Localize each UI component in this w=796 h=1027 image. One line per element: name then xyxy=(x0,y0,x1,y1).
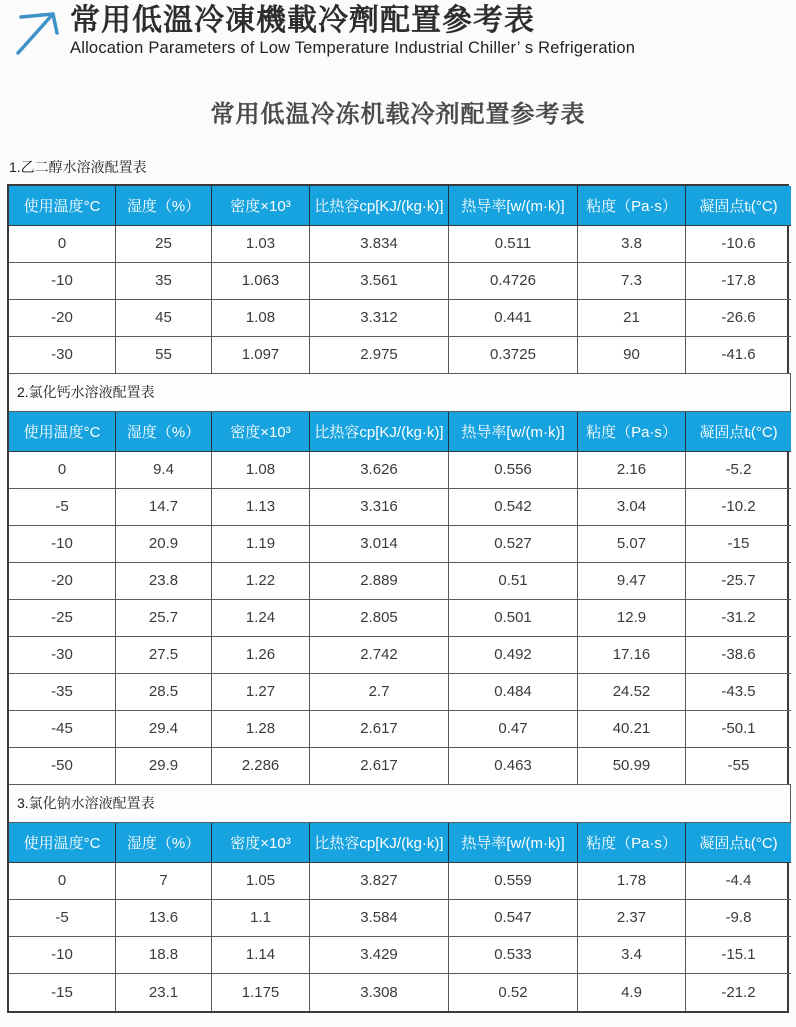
table-cell: 21 xyxy=(578,300,686,337)
table-cell: 2.617 xyxy=(310,748,449,785)
table-cell: -5 xyxy=(9,900,116,937)
table-cell: 3.4 xyxy=(578,937,686,974)
table-cell: 7 xyxy=(116,863,212,900)
table-cell: 3.014 xyxy=(310,526,449,563)
table-cell: 1.78 xyxy=(578,863,686,900)
section-label-ethylene-glycol: 1.乙二醇水溶液配置表 xyxy=(9,158,147,175)
table-cell: 0.441 xyxy=(449,300,578,337)
table-cell: 1.24 xyxy=(212,600,310,637)
column-header: 使用温度°C xyxy=(9,186,116,226)
table-cell: -20 xyxy=(9,300,116,337)
column-header: 粘度（Pa·s） xyxy=(578,186,686,226)
table-cell: 50.99 xyxy=(578,748,686,785)
table-cell: 28.5 xyxy=(116,674,212,711)
table-cell: -25.7 xyxy=(686,563,791,600)
table-cell: 2.889 xyxy=(310,563,449,600)
table-cell: 3.834 xyxy=(310,226,449,263)
table-cell: 2.37 xyxy=(578,900,686,937)
column-header: 凝固点tᵢ(°C) xyxy=(686,823,791,863)
table-cell: 3.429 xyxy=(310,937,449,974)
table-cell: 13.6 xyxy=(116,900,212,937)
table-cell: 1.175 xyxy=(212,974,310,1011)
table-cell: -35 xyxy=(9,674,116,711)
table-cell: 1.19 xyxy=(212,526,310,563)
table-cell: 1.27 xyxy=(212,674,310,711)
table-cell: 0 xyxy=(9,863,116,900)
table-cell: 45 xyxy=(116,300,212,337)
column-header: 粘度（Pa·s） xyxy=(578,823,686,863)
table-cell: 2.286 xyxy=(212,748,310,785)
table-cell: 0.511 xyxy=(449,226,578,263)
column-header: 密度×10³ xyxy=(212,186,310,226)
table-cell: 7.3 xyxy=(578,263,686,300)
table-cell: 1.03 xyxy=(212,226,310,263)
table-cell: -10.6 xyxy=(686,226,791,263)
table-cell: 23.8 xyxy=(116,563,212,600)
table-cell: -50.1 xyxy=(686,711,791,748)
table-cell: -31.2 xyxy=(686,600,791,637)
refrigerant-data-grid xyxy=(7,184,789,1013)
table-cell: -10 xyxy=(9,937,116,974)
table-cell: -10 xyxy=(9,263,116,300)
table-cell: -38.6 xyxy=(686,637,791,674)
table-cell: 3.312 xyxy=(310,300,449,337)
column-header: 热导率[w/(m·k)] xyxy=(449,823,578,863)
page-title: 常用低温冷冻机载冷剂配置参考表 xyxy=(210,100,586,128)
table-cell: 2.7 xyxy=(310,674,449,711)
column-header: 比热容cp[KJ/(kg·k)] xyxy=(310,186,449,226)
column-header: 密度×10³ xyxy=(212,412,310,452)
table-cell: 2.16 xyxy=(578,452,686,489)
table-cell: -41.6 xyxy=(686,337,791,374)
banner-title: 常用低溫冷凍機載冷劑配置參考表 xyxy=(70,4,535,37)
table-cell: 40.21 xyxy=(578,711,686,748)
table-cell: 0.533 xyxy=(449,937,578,974)
table-cell: 0.4726 xyxy=(449,263,578,300)
table-cell: 0.463 xyxy=(449,748,578,785)
table-cell: -4.4 xyxy=(686,863,791,900)
table-cell: 17.16 xyxy=(578,637,686,674)
table-cell: -17.8 xyxy=(686,263,791,300)
table-cell: 24.52 xyxy=(578,674,686,711)
table-cell: -9.8 xyxy=(686,900,791,937)
table-cell: -45 xyxy=(9,711,116,748)
table-cell: 1.05 xyxy=(212,863,310,900)
table-cell: 18.8 xyxy=(116,937,212,974)
table-cell: 0 xyxy=(9,452,116,489)
table-cell: 0 xyxy=(9,226,116,263)
table-cell: -26.6 xyxy=(686,300,791,337)
table-cell: 25 xyxy=(116,226,212,263)
table-cell: 1.097 xyxy=(212,337,310,374)
column-header: 使用温度°C xyxy=(9,823,116,863)
table-cell: 1.1 xyxy=(212,900,310,937)
table-cell: 2.805 xyxy=(310,600,449,637)
table-cell: 3.561 xyxy=(310,263,449,300)
table-cell: -5.2 xyxy=(686,452,791,489)
banner-text xyxy=(70,5,635,58)
table-cell: 0.3725 xyxy=(449,337,578,374)
column-header: 比热容cp[KJ/(kg·k)] xyxy=(310,412,449,452)
table-cell: 1.13 xyxy=(212,489,310,526)
table-cell: 3.584 xyxy=(310,900,449,937)
section-label: 3.氯化钠水溶液配置表 xyxy=(9,785,791,823)
table-cell: 0.501 xyxy=(449,600,578,637)
table-cell: 9.4 xyxy=(116,452,212,489)
table-cell: 0.556 xyxy=(449,452,578,489)
table-cell: 9.47 xyxy=(578,563,686,600)
table-cell: -25 xyxy=(9,600,116,637)
table-cell: 3.308 xyxy=(310,974,449,1011)
table-cell: 20.9 xyxy=(116,526,212,563)
table-cell: 1.22 xyxy=(212,563,310,600)
table-cell: 29.4 xyxy=(116,711,212,748)
table-cell: -10.2 xyxy=(686,489,791,526)
table-cell: 3.316 xyxy=(310,489,449,526)
column-header: 凝固点tᵢ(°C) xyxy=(686,412,791,452)
table-cell: 1.14 xyxy=(212,937,310,974)
table-cell: 0.484 xyxy=(449,674,578,711)
table-cell: -10 xyxy=(9,526,116,563)
table-cell: -15.1 xyxy=(686,937,791,974)
table-cell: -50 xyxy=(9,748,116,785)
table-cell: 55 xyxy=(116,337,212,374)
table-cell: -15 xyxy=(9,974,116,1011)
table-cell: 4.9 xyxy=(578,974,686,1011)
table-cell: 0.559 xyxy=(449,863,578,900)
table-cell: 1.08 xyxy=(212,452,310,489)
table-cell: -21.2 xyxy=(721,983,756,1001)
section-label: 2.氯化钙水溶液配置表 xyxy=(9,374,791,412)
table-cell: 0.47 xyxy=(449,711,578,748)
table-cell: 1.08 xyxy=(212,300,310,337)
table-cell: 29.9 xyxy=(116,748,212,785)
table-cell: 1.063 xyxy=(212,263,310,300)
table-cell: 0.51 xyxy=(449,563,578,600)
table-cell: 14.7 xyxy=(116,489,212,526)
table-cell: 5.07 xyxy=(578,526,686,563)
table-cell: -30 xyxy=(9,637,116,674)
table-cell: -5 xyxy=(9,489,116,526)
table-cell: 2.617 xyxy=(310,711,449,748)
column-header: 比热容cp[KJ/(kg·k)] xyxy=(310,823,449,863)
column-header: 密度×10³ xyxy=(212,823,310,863)
table-cell: 0.547 xyxy=(449,900,578,937)
table-cell: 0.52 xyxy=(449,974,578,1011)
table-cell: 2.975 xyxy=(310,337,449,374)
column-header: 湿度（%） xyxy=(116,186,212,226)
table-cell: 0.542 xyxy=(449,489,578,526)
table-cell: 25.7 xyxy=(116,600,212,637)
table-cell: 27.5 xyxy=(116,637,212,674)
table-cell: 1.28 xyxy=(212,711,310,748)
table-cell: 3.626 xyxy=(310,452,449,489)
table-cell: -55 xyxy=(686,748,791,785)
table-cell: -30 xyxy=(9,337,116,374)
top-banner xyxy=(0,0,796,58)
table-cell: 0.527 xyxy=(449,526,578,563)
table-cell: 0.492 xyxy=(449,637,578,674)
column-header: 湿度（%） xyxy=(116,823,212,863)
table-cell: 90 xyxy=(578,337,686,374)
table-cell: 3.04 xyxy=(578,489,686,526)
table-cell: 1.26 xyxy=(212,637,310,674)
table-cell: 12.9 xyxy=(578,600,686,637)
table-cell: 35 xyxy=(116,263,212,300)
table-cell: -43.5 xyxy=(686,674,791,711)
column-header: 湿度（%） xyxy=(116,412,212,452)
table-cell: -15 xyxy=(686,526,791,563)
table-cell: 23.1 xyxy=(116,974,212,1011)
table-cell: 2.742 xyxy=(310,637,449,674)
table-cell: 3.8 xyxy=(578,226,686,263)
column-header: 凝固点tᵢ(°C) xyxy=(686,186,791,226)
column-header: 使用温度°C xyxy=(9,412,116,452)
table-cell: 3.827 xyxy=(310,863,449,900)
column-header: 热导率[w/(m·k)] xyxy=(449,412,578,452)
arrow-up-right-icon xyxy=(8,5,64,57)
table-cell: -20 xyxy=(9,563,116,600)
banner-subtitle: Allocation Parameters of Low Temperature Industrial Chiller’ s Refrigeration xyxy=(70,38,636,57)
column-header: 粘度（Pa·s） xyxy=(578,412,686,452)
column-header: 热导率[w/(m·k)] xyxy=(449,186,578,226)
